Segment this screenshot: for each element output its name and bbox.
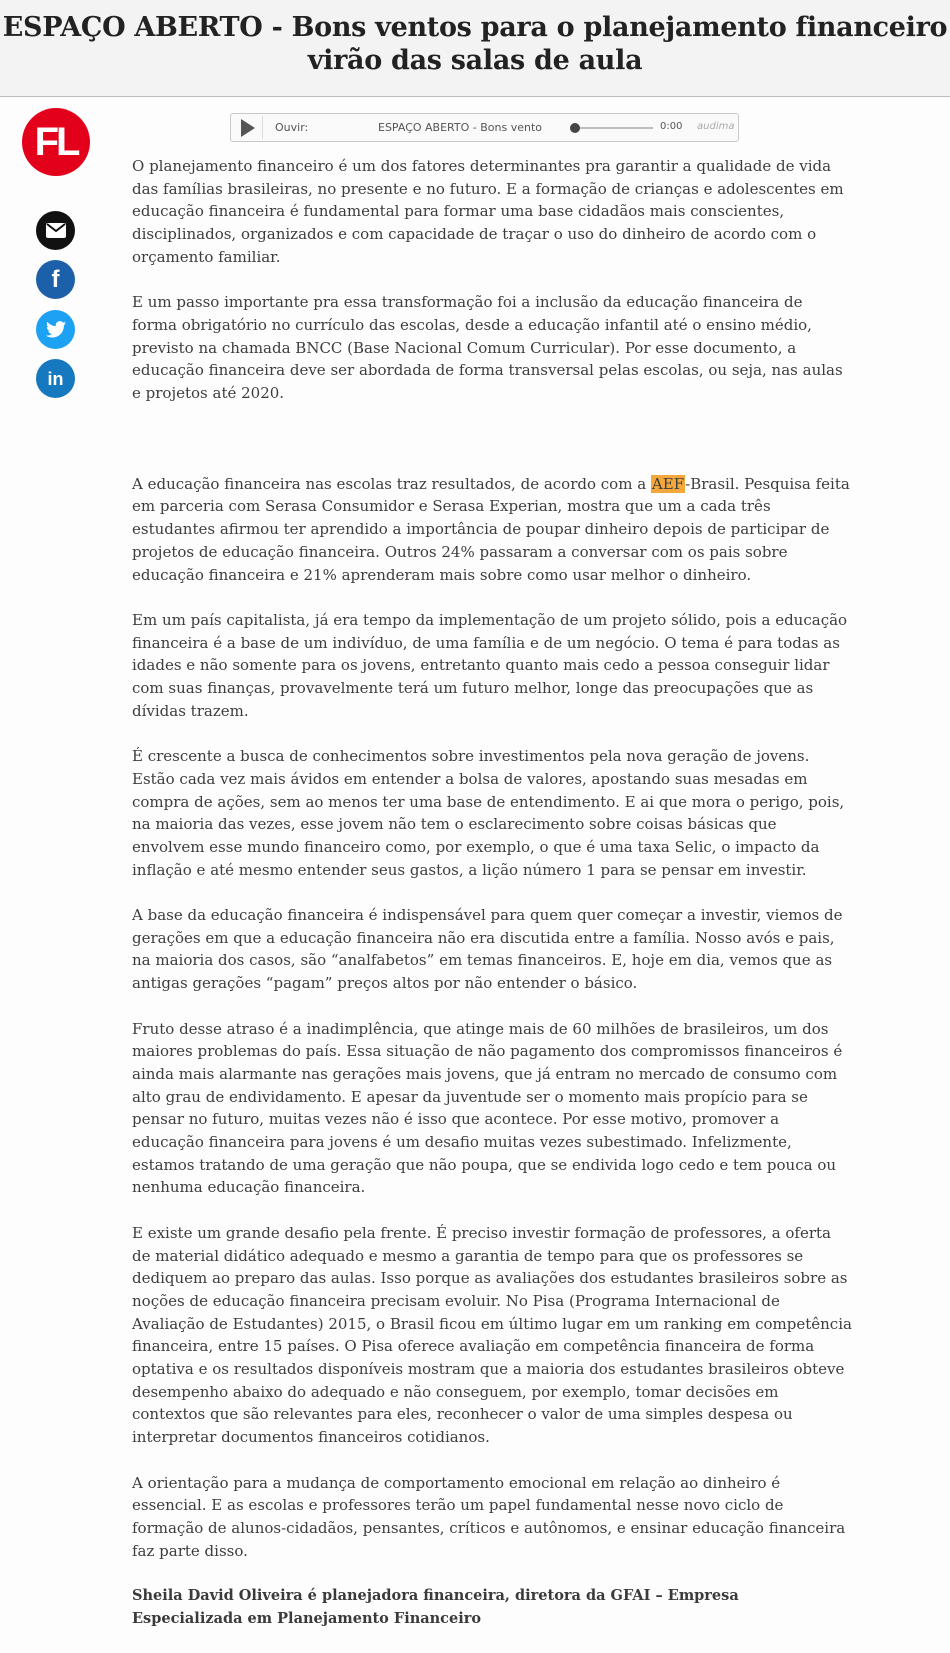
article-body <box>132 155 852 1653</box>
paragraph <box>132 473 852 587</box>
share-email-button[interactable] <box>36 211 75 250</box>
site-logo[interactable] <box>22 108 90 176</box>
article-header <box>0 0 950 97</box>
facebook-icon: f <box>51 265 60 293</box>
paragraph: E existe um grande desafio pela frente. É preciso investir formação de professores, a oferta de material didático adequado e mesmo a garantia de tempo para que os professores se dediquem ao preparo das aulas. Isso porque as avaliações dos estudantes brasileiros sobre as noções de educação financeira precisam evoluir. No Pisa (Programa Internacional de Avaliação de Estudantes) 2015, o Brasil ficou em último lugar em um ranking em competência financeira, entre 15 países. O Pisa oferece avaliação em competência financeira de forma optativa e os resultados disponíveis mostram que a maioria dos estudantes brasileiros obteve desempenho abaixo do adequado e não conseguem, por exemplo, tomar decisões em contextos que são relevantes para eles, reconhecer o valor de uma simples despesa ou interpretar documentos financeiros cotidianos. <box>132 1223 852 1447</box>
player-label: Ouvir: <box>275 121 309 134</box>
player-track-title: ESPAÇO ABERTO - Bons vento <box>378 121 543 134</box>
player-seek-slider[interactable] <box>571 122 653 134</box>
paragraph: A orientação para a mudança de comportamento emocional em relação ao dinheiro é essencial. E as escolas e professores terão um papel fundamental nesse novo ciclo de formação de alunos-cidadãos, pensantes, críticos e autônomos, e ensinar educação financeira faz parte disso. <box>132 1473 846 1560</box>
seek-track <box>571 127 653 129</box>
player-brand[interactable]: audima <box>697 121 735 132</box>
paragraph: E um passo importante pra essa transformação foi a inclusão da educação financeira de forma obrigatório no currículo das escolas, desde a educação infantil até o ensino médio, previsto na chamada BNCC (Base Nacional Comum Curricular). Por esse documento, a educação financeira deve ser abordada de forma transversal pelas escolas, ou seja, nas aulas e projetos até 2020. <box>132 293 843 403</box>
email-icon <box>46 223 66 238</box>
paragraph: Fruto desse atraso é a inadimplência, que atinge mais de 60 milhões de brasileiros, um dos maiores problemas do país. Essa situação de não pagamento dos compromissos financeiros é ainda mais alarmante nas gerações mais jovens, que já entram no mercado de consumo com alto grau de endividamento. E apesar da juventude ser o momento mais propício para se pensar no futuro, muitas vezes não é isso que acontece. Por esse motivo, promover a educação financeira para jovens é um desafio muitas vezes subestimado. Infelizmente, estamos tratando de uma geração que não poupa, que se endivida logo cedo e tem pouca ou nenhuma educação financeira. <box>132 1019 843 1197</box>
share-twitter-button[interactable] <box>36 310 75 349</box>
player-time: 0:00 <box>660 121 683 132</box>
author-bio: Sheila David Oliveira é planejadora financeira, diretora da GFAI – Empresa Especializada em Planejamento Financeiro <box>132 1587 739 1627</box>
paragraph: É crescente a busca de conhecimentos sobre investimentos pela nova geração de jovens. Estão cada vez mais ávidos em entender a bolsa de valores, apostando suas mesadas em compra de ações, sem ao menos ter uma base de entendimento. E ai que mora o perigo, pois, na maioria das vezes, esse jovem não tem o esclarecimento sobre coisas básicas que envolvem esse mundo financeiro como, por exemplo, o que é uma taxa Selic, o impacto da inflação e até mesmo entender seus gastos, a lição número 1 para se pensar em investir. <box>132 747 845 879</box>
paragraph: A base da educação financeira é indispensável para quem quer começar a investir, viemos de gerações em que a educação financeira não era discutida entre a família. Nosso avós e pais, na maioria dos casos, são “analfabetos” em temas financeiros. E, hoje em dia, vemos que as antigas gerações “pagam” preços altos por não entender o básico. <box>132 906 843 993</box>
logo-text: FL <box>34 120 78 164</box>
article-title: ESPAÇO ABERTO - Bons ventos para o planejamento financeiro virão das salas de aula <box>2 12 948 76</box>
paragraph: Em um país capitalista, já era tempo da implementação de um projeto sólido, pois a educação financeira é a base de um indivíduo, de uma família e de um negócio. O tema é para todas as idades e não somente para os jovens, entretanto quanto mais cedo a pessoa conseguir lidar com suas finanças, provavelmente terá um futuro melhor, longe das preocupações que as dívidas trazem. <box>132 610 848 720</box>
paragraph-text: A educação financeira nas escolas traz resultados, de acordo com a <box>132 474 651 493</box>
share-facebook-button[interactable] <box>36 260 75 299</box>
share-linkedin-button[interactable] <box>36 359 75 398</box>
highlighted-term: AEF <box>651 474 685 493</box>
linkedin-icon: in <box>47 368 64 389</box>
paragraph: O planejamento financeiro é um dos fatores determinantes pra garantir a qualidade de vida das famílias brasileiras, no presente e no futuro. E a formação de crianças e adolescentes em educação financeira é fundamental para formar uma base cidadãos mais conscientes, disciplinados, organizados e com capacidade de traçar o uso do dinheiro de acordo com o orçamento familiar. <box>132 157 844 266</box>
play-button[interactable] <box>233 116 263 139</box>
audio-player <box>230 113 739 142</box>
play-icon <box>241 119 255 137</box>
seek-handle[interactable] <box>570 123 580 133</box>
twitter-icon <box>46 321 66 338</box>
paragraph-text: -Brasil. Pesquisa feita em parceria com Serasa Consumidor e Serasa Experian, mostra que um a cada três estudantes afirmou ter aprendido a importância de poupar dinheiro depois de participar de projetos de educação financeira. Outros 24% passaram a conversar com os pais sobre educação financeira e 21% aprenderam mais sobre como usar melhor o dinheiro. <box>132 474 850 584</box>
